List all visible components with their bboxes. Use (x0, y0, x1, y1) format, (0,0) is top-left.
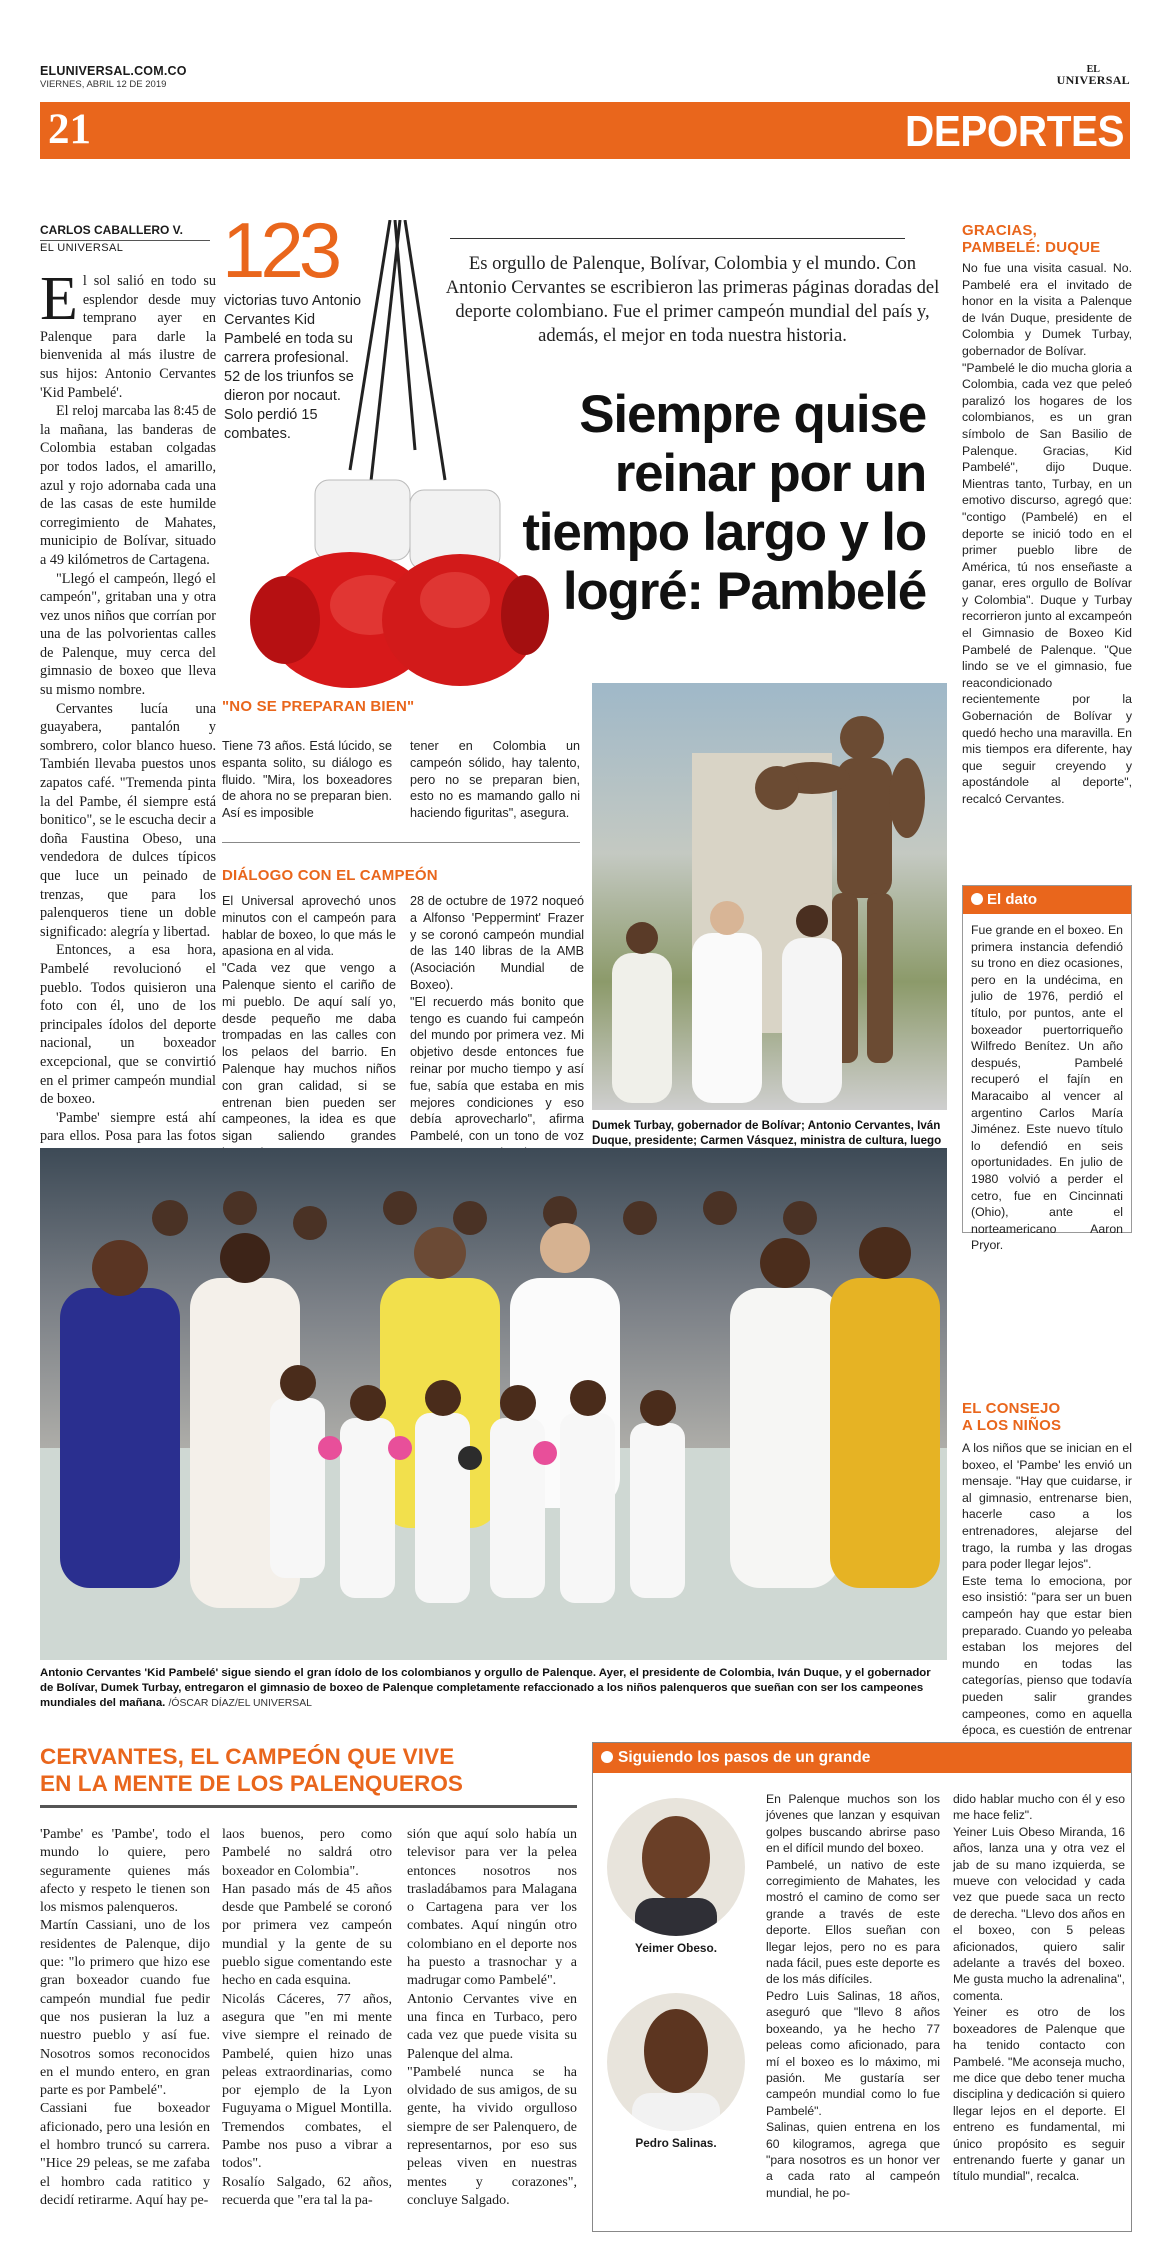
logo-line1: EL (1086, 64, 1100, 75)
statue-photo (592, 683, 947, 1110)
page-number: 21 (48, 106, 91, 153)
dialogo-col2: 28 de octubre de 1972 noqueó a Alfonso 'Peppermint' Frazer y se coronó campeón mundial de las 140 libras de la AMB (Asociación Mundial de Boxeo). "El recuerdo más bonito que tengo es cuando fui campeón del mundo por primera vez. Mi objetivo desde entonces fue reinar por mucho tiempo y así fue, sabía que estaba en mis mejores condiciones y eso debía aprovecharlo", afirma Pambelé, con un tono de voz (410, 894, 584, 1144)
bottom-title-line-1: CERVANTES, EL CAMPEÓN QUE VIVE (40, 1744, 455, 1769)
left-paragraph-6: 'Pambe' siempre está ahí para ellos. Posa para las fotos (40, 1109, 216, 1145)
left-paragraph-1: l sol salió en todo su esplendor desde muy temprano ayer en Palenque para darle la bienvenida al más ilustre de sus hijos: Antonio Cervantes 'Kid Pambelé'. (40, 273, 216, 401)
byline-author: CARLOS CABALLERO V. (40, 223, 183, 237)
left-column (40, 265, 216, 1202)
no-preparan-col1: Tiene 73 años. Está lúcido, se espanta solito, su diálogo es fluido. "Mira, los boxeadores de ahora no se preparan bien. Así es imposible (222, 739, 392, 821)
consejo-title-2: A LOS NIÑOS (962, 1417, 1062, 1434)
siguiendo-title: Siguiendo los pasos de un grande (618, 1749, 871, 1766)
drop-cap: E (40, 265, 78, 333)
siguiendo-header (593, 1743, 1131, 1773)
siguiendo-box (592, 1742, 1132, 2232)
section-divider (222, 842, 580, 843)
stat-number: 123 (222, 206, 338, 294)
statue-caption-text: Dumek Turbay, gobernador de Bolívar; Antonio Cervantes, Iván Duque, presidente; Carmen Vásquez, ministra de cultura, luego (592, 1119, 942, 1147)
pedro-photo (607, 1993, 745, 2131)
dato-box (962, 885, 1132, 1253)
gracias-title (962, 222, 1100, 256)
gracias-title-1: GRACIAS, (962, 222, 1037, 239)
byline-rule (40, 240, 210, 241)
consejo-text: A los niños que se inician en el boxeo, el 'Pambe' les envió un mensaje. "Hay que cuidarse, ir al gimnasio, entrenarse bien, hacerle caso a los entrenadores, alejarse del trago, la rumba y las drogas para poder llegar lejos". Este tema lo emociona, por eso insistió: "para ser un buen campeón hay que estar bien preparado. Cuando yo peleaba estaban los mejores del mundo en todas las categorías, pienso que todavía pueden salir grandes campeones, como en aquella época, es cuestión de entrenar (962, 1441, 1132, 1738)
yeimer-name: Yeimer Obeso. (635, 1941, 717, 1955)
no-preparan-col2: tener en Colombia un campeón sólido, hay talento, pero no se preparan bien, esto no es mamando gallo ni haciendo figuritas", asegura. (410, 739, 580, 821)
no-preparan-title: "NO SE PREPARAN BIEN" (222, 698, 415, 715)
section-banner (40, 102, 1130, 159)
bottom-story-rule (40, 1805, 577, 1808)
left-paragraph-3: "Llegó el campeón, llegó el campeón", gritaban una y otra vez unos niños que corrían por una de las polvorientas calles de Palenque, muy cerca del gimnasio de boxeo que lleva su mismo nombre. (40, 570, 216, 699)
dialogo-title: DIÁLOGO CON EL CAMPEÓN (222, 867, 438, 884)
logo-line2: UNIVERSAL (1056, 73, 1130, 87)
gym-caption-credit: /ÓSCAR DÍAZ/EL UNIVERSAL (168, 1698, 312, 1709)
pedro-name: Pedro Salinas. (635, 2136, 717, 2150)
headline (522, 385, 926, 621)
lead-text: Es orgullo de Palenque, Bolívar, Colombia y el mundo. Con Antonio Cervantes se escribieron las primeras páginas doradas del deporte colombiano. Fue el primer campeón mundial del país y, además, el mejor en toda nuestra historia. (445, 253, 940, 346)
bottom-story-title (40, 1743, 463, 1797)
crowd-back (152, 1191, 817, 1240)
gym-caption-text: Antonio Cervantes 'Kid Pambelé' sigue siendo el gran ídolo de los colombianos y orgullo de Palenque. Ayer, el presidente de Colombia, Iván Duque, y el gobernador de Bolívar, Dumek Turbay, entregaron el gimnasio de boxeo de Palenque completamente refaccionado a los niños palenqueros que sueñan con ser los campeones mundiales del mañana. (40, 1667, 931, 1709)
headline-line-2: reinar por un (614, 444, 926, 503)
byline-outlet: EL UNIVERSAL (40, 242, 124, 254)
siguiendo-dot-icon (601, 1751, 613, 1763)
gym-photo-caption (40, 1666, 947, 1711)
left-paragraph-5: Entonces, a esa hora, Pambelé revolucionó el pueblo. Todos quisieron una foto con él, uno de los principales ídolos del deporte nacional, un boxeador excepcional, que se convirtió en el primer campeón mundial de boxeo. (40, 942, 216, 1108)
bottom-col-2: laos buenos, pero como Pambelé no saldrá otro boxeador en Colombia". Han pasado más de 45 años desde que Pambelé se coronó por primera vez campeón mundial y la gente de su pueblo sigue comentando este hecho en cada esquina. Nicolás Cáceres, 77 años, asegura que "en mi mente vive siempre el reinado de Pambelé, quien hizo unas peleas extraordinarias, como por ejemplo de la Lyon Fuguyama o Miguel Montilla. Tremendos combates, el Pambe nos puso a vibrar a todos". Rosalío Salgado, 62 años, recuerda que "era tal la pa- (222, 1827, 392, 2208)
bottom-title-line-2: EN LA MENTE DE LOS PALENQUEROS (40, 1771, 464, 1796)
dato-title: El dato (987, 891, 1038, 908)
siguiendo-col-1: En Palenque muchos son los jóvenes que lanzan y esquivan golpes buscando abrirse paso en el difícil mundo del boxeo. Pambelé, un nativo de este corregimiento de Mahates, les mostró el camino de como ser grande a través de este deporte. Ellos sueñan con llegar lejos, pero no es para nada fácil, pues este deporte es de los más difíciles. Pedro Luis Salinas, 18 años, aseguró que "llevo 8 años boxeando, ya he hecho 77 peleas como aficionado, para mí el boxeo es lo máximo, mi pasión. Me gustaría ser campeón mundial como lo fue Pambelé". Salinas, quien entrena en los 60 kilogramos, agrega que "para nosotros es un honor ver a cada rato al campeón mundial, he po- (766, 1792, 940, 2200)
dignitaries-group (612, 901, 842, 1103)
gym-group-photo (40, 1148, 947, 1660)
gracias-title-2: PAMBELÉ: DUQUE (962, 239, 1101, 256)
section-title: DEPORTES (904, 107, 1124, 156)
headline-line-1: Siempre quise (579, 385, 926, 444)
left-paragraph-2: El reloj marcaba las 8:45 de la mañana, las banderas de Colombia estaban colgadas por todos lados, el amarillo, azul y rojo adornaba cada una de las casas de este humilde corregimiento de Mahates, municipio de Bolívar, situado a 49 kilómetros de Cartagena. (40, 403, 216, 568)
headline-line-3: tiempo largo y lo (522, 503, 926, 562)
bottom-col-3: sión que aquí solo había un televisor para ver la pelea entonces nosotros nos trasladábamos para Malagana o Cartagena para ver los combates. Aquí ningún otro colombiano en el deporte nos ha puesto a trasnochar y a madrugar como Pambelé". Antonio Cervantes vive en una finca en Turbaco, pero cada vez que puede visita su Palenque del alma. "Pambelé nunca se ha olvidado de sus amigos, de su gente, ha vivido orgulloso siempre de ser Palenquero, de representarnos, por eso sus peleas viven en nuestras mentes y corazones", concluye Salgado. (407, 1827, 577, 2208)
dato-text: Fue grande en el boxeo. En primera instancia defendió su trono en diez ocasiones, pero en la undécima, en julio de 1976, perdió el título, por puntos, ante el boxeador puertorriqueño Wilfredo Benítez. Un año después, Pambelé recuperó el fajín en Maracaibo al vencer al argentino Carlos María Jiménez. Este nuevo título lo defendió en seis oportunidades. En julio de 1980 volvió a perder el cetro, fue en Cincinnati (Ohio), ante el norteamericano Aaron Pryor. (971, 923, 1123, 1253)
gracias-text: No fue una visita casual. No. Pambelé era el invitado de honor en la visita a Palenque de Iván Duque, presidente de Colombia y Dumek Turbay, gobernador de Bolívar. "Pambelé le dio mucha gloria a Colombia, cada vez que peleó paralizó los hogares de los colombianos, es un gran símbolo de San Basilio de Palenque. Gracias, Kid Pambelé", dijo Duque. Mientras tanto, Turbay, en un emotivo discurso, agregó que: "contigo (Pambelé) en el deporte se inició todo en el primer pueblo libre de América, tú nos enseñaste a ganar, eres orgullo de Bolívar y Colombia". Duque y Turbay recorrieron junto al excampeón el Gimnasio de Boxeo Kid Pambelé de Palenque. "Que lindo se ve el gimnasio, fue reacondicionado recientemente por la Gobernación de Bolívar y quedó hecho una maravilla. En mis tiempos era diferente, hay que seguir creyendo y apostándole al deporte", recalcó Cervantes. (962, 261, 1132, 806)
consejo-title (962, 1400, 1061, 1434)
issue-date: VIERNES, ABRIL 12 DE 2019 (40, 79, 167, 90)
consejo-title-1: EL CONSEJO (962, 1400, 1061, 1417)
stat-text: victorias tuvo Antonio Cervantes Kid Pambelé en toda su carrera profesional. 52 de los triunfos se dieron por nocaut. Solo perdió 15 combates. (224, 293, 362, 442)
siguiendo-col-2: dido hablar mucho con él y eso me hace feliz". Yeiner Luis Obeso Miranda, 16 años, lanza una y otra vez el jab de su mano izquierda, se mueve con velocidad y cada vez que puede saca un recto de derecha. "Llevo dos años en el boxeo, con 5 peleas aficionados, quiero salir adelante a través del boxeo. Me gusta mucho la adrenalina", comenta. Yeiner es otro de los boxeadores de Palenque que ha tenido contacto con Pambelé. "Me aconseja mucho, me dice que debo tener mucha disciplina y dedicación si quiero llegar lejos en el deporte. El entreno es fundamental, mi único propósito es seguir entrenando fuerte y ganar un título mundial", recalca. (953, 1792, 1125, 2184)
masthead-logo (1057, 64, 1130, 86)
dato-header (963, 886, 1131, 914)
site-url[interactable]: ELUNIVERSAL.COM.CO (40, 64, 187, 78)
yeimer-photo (607, 1798, 745, 1936)
left-paragraph-4: Cervantes lucía una guayabera, pantalón y sombrero, color blanco hueso. También llevaba puestos unos zapatos café. "Tremenda pinta la del Pambe, él siempre está bonitico", se le escucha decir a doña Faustina Obeso, una vendedora de dulces típicos que luce un peinado de trenzas, que para los palenqueros tiene un doble significado: alegría y libertad. (40, 700, 216, 940)
lead-rule (450, 238, 905, 239)
headline-line-4: logré: Pambelé (562, 562, 926, 621)
dialogo-col1: El Universal aprovechó unos minutos con el campeón para hablar de boxeo, lo que más le apasiona en al vida. "Cada vez que vengo a Palenque siento el cariño de mi pueblo. De aquí salí yo, desde pequeño me daba trompadas en las calles con los pelaos del barrio. En Palenque hay muchos niños con gran calidad, si se entrenan bien pueden ser campeones, la idea es que sigan saliendo grandes (222, 894, 396, 1144)
dato-dot-icon (971, 893, 983, 905)
bottom-col-1: 'Pambe' es 'Pambe', todo el mundo lo quiere, pero seguramente quienes más afecto y respeto le tienen son los mismos palenqueros. Martín Cassiani, uno de los residentes de Palenque, dijo que: "lo primero que hizo ese gran boxeador cuando fue campeón mundial fue pedir que nos pusieran la luz a nuestro pueblo y así fue. Nosotros somos reconocidos en el mundo entero, en gran parte es por Pambelé". Cassiani fue boxeador aficionado, pero una lesión en el hombro truncó su carrera. "Hice 29 peleas, se me zafaba el hombro cada ratitico y decidí retirarme. Aquí hay pe- (40, 1827, 210, 2208)
